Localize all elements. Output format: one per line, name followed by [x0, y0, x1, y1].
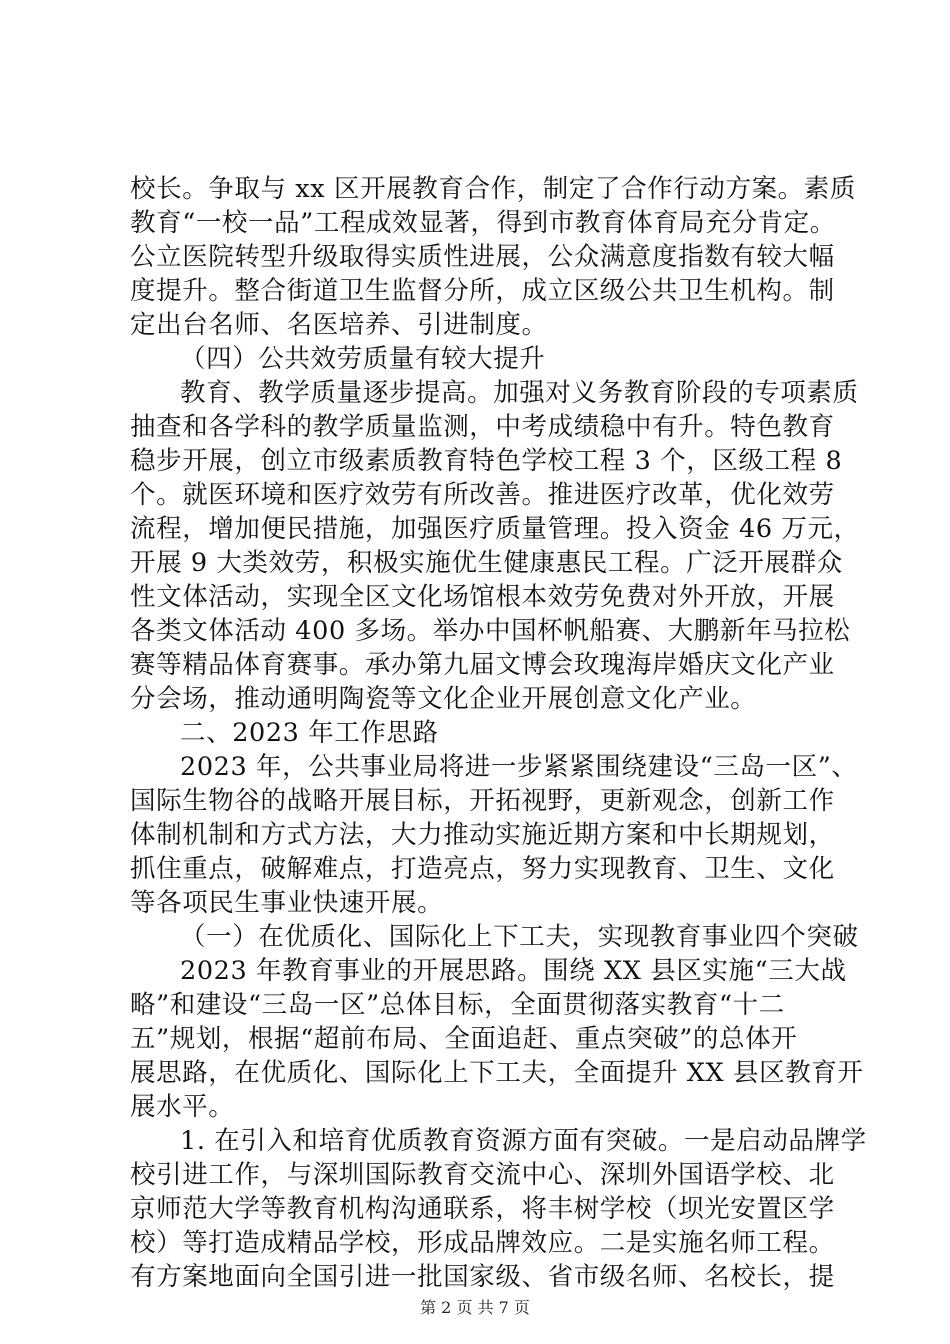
- section-heading: 二、2023 年工作思路: [180, 718, 439, 748]
- section-heading: （四）公共效劳质量有较大提升: [180, 344, 546, 374]
- text-line: 校引进工作，与深圳国际教育交流中心、深圳外国语学校、北: [130, 1160, 835, 1190]
- text-line: 抽查和各学科的教学质量监测，中考成绩稳中有升。特色教育: [130, 412, 835, 442]
- text-line: 等各项民生事业快速开展。: [130, 888, 444, 918]
- text-line: 稳步开展，创立市级素质教育特色学校工程 3 个，区级工程 8: [130, 446, 843, 476]
- text-line: 1. 在引入和培育优质教育资源方面有突破。一是启动品牌学: [180, 1126, 867, 1156]
- text-line: 展水平。: [130, 1092, 235, 1122]
- text-line: 个。就医环境和医疗效劳有所改善。推进医疗改革，优化效劳: [130, 480, 835, 510]
- text-line: 分会场，推动通明陶瓷等文化企业开展创意文化产业。: [130, 684, 757, 714]
- text-line: 教育、教学质量逐步提高。加强对义务教育阶段的专项素质: [180, 378, 859, 408]
- text-line: 展思路，在优质化、国际化上下工夫，全面提升 XX 县区教育开: [130, 1058, 864, 1088]
- text-line: 有方案地面向全国引进一批国家级、省市级名师、名校长，提: [130, 1262, 835, 1292]
- text-line: 校）等打造成精品学校，形成品牌效应。二是实施名师工程。: [130, 1228, 835, 1258]
- text-line: 度提升。整合街道卫生监督分所，成立区级公共卫生机构。制: [130, 276, 835, 306]
- text-line: 赛等精品体育赛事。承办第九届文博会玫瑰海岸婚庆文化产业: [130, 650, 835, 680]
- text-line: 抓住重点，破解难点，打造亮点，努力实现教育、卫生、文化: [130, 854, 835, 884]
- text-line: 各类文体活动 400 多场。举办中国杯帆船赛、大鹏新年马拉松: [130, 616, 851, 646]
- text-line: 京师范大学等教育机构沟通联系，将丰树学校（坝光安置区学: [130, 1194, 835, 1224]
- document-body: [130, 172, 867, 1294]
- text-line: 2023 年教育事业的开展思路。围绕 XX 县区实施“三大战: [180, 956, 847, 986]
- text-line: 教育“一校一品”工程成效显著，得到市教育体育局充分肯定。: [130, 208, 836, 238]
- text-line: 校长。争取与 xx 区开展教育合作，制定了合作行动方案。素质: [130, 174, 856, 204]
- text-line: 公立医院转型升级取得实质性进展，公众满意度指数有较大幅: [130, 242, 835, 272]
- text-line: 流程，增加便民措施，加强医疗质量管理。投入资金 46 万元，: [130, 514, 860, 544]
- text-line: 性文体活动，实现全区文化场馆根本效劳免费对外开放，开展: [130, 582, 835, 612]
- text-line: 体制机制和方式方法，大力推动实施近期方案和中长期规划，: [130, 820, 835, 850]
- text-line: 开展 9 大类效劳，积极实施优生健康惠民工程。广泛开展群众: [130, 548, 843, 578]
- text-line: 略”和建设“三岛一区”总体目标，全面贯彻落实教育“十二: [130, 990, 785, 1020]
- section-heading: （一）在优质化、国际化上下工夫，实现教育事业四个突破: [180, 922, 859, 952]
- text-line: 定出台名师、名医培养、引进制度。: [130, 310, 548, 340]
- text-line: 2023 年，公共事业局将进一步紧紧围绕建设“三岛一区”、: [180, 752, 858, 782]
- page-number-footer: 第 2 页 共 7 页: [420, 1298, 530, 1317]
- text-line: 国际生物谷的战略开展目标，开拓视野，更新观念，创新工作: [130, 786, 835, 816]
- text-line: 五”规划，根据“超前布局、全面追赶、重点突破”的总体开: [130, 1024, 798, 1054]
